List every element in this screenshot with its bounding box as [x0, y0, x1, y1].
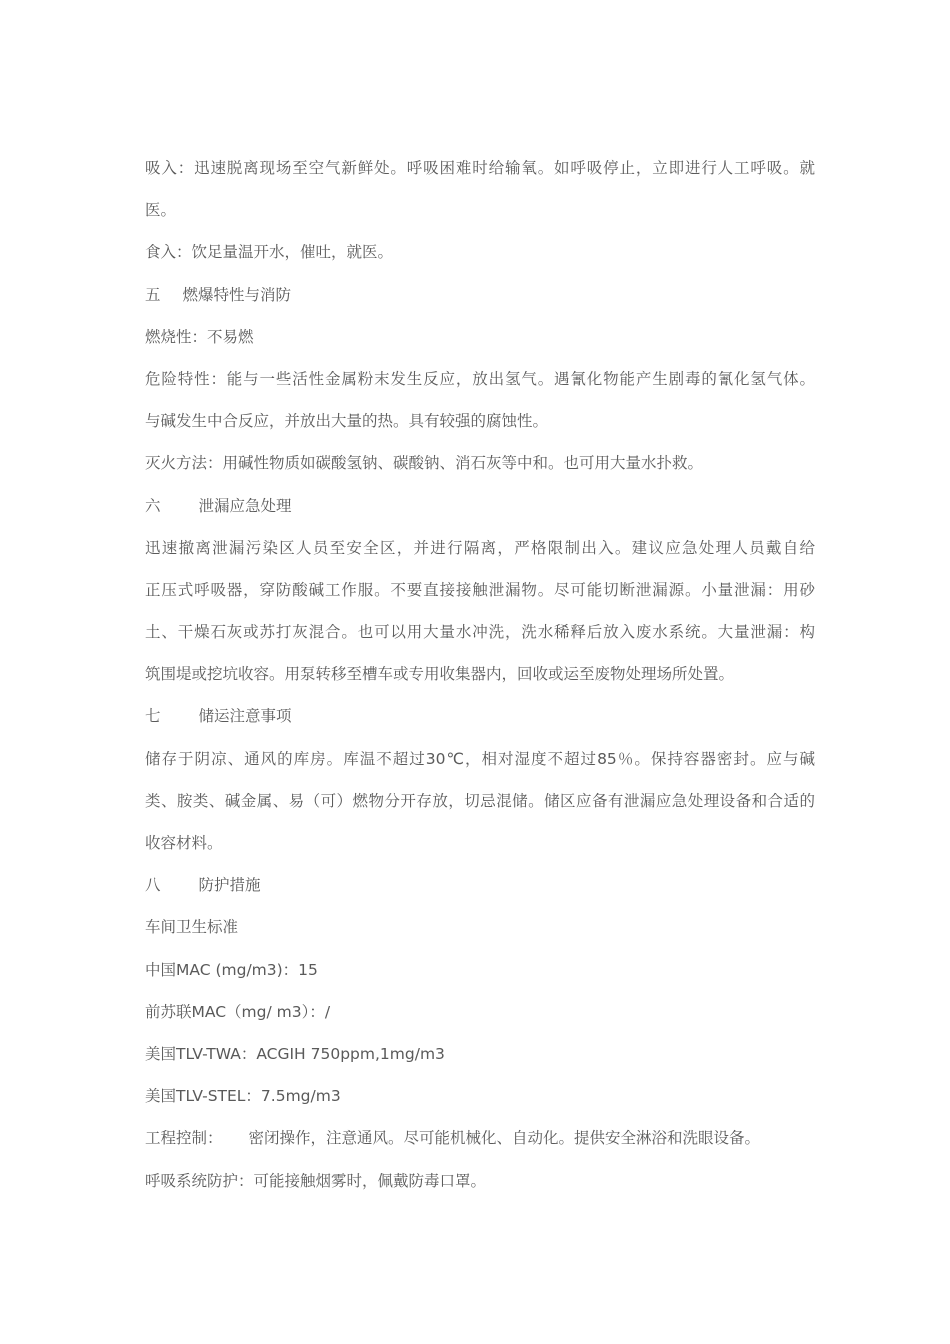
section-number: 七: [145, 707, 161, 726]
document-body: [145, 153, 815, 1208]
section-number: 六: [145, 496, 161, 515]
engineering-control-line: [145, 1123, 815, 1165]
section-heading-5: [145, 280, 815, 322]
text-line: 车间卫生标准: [145, 918, 239, 937]
section-title: 泄漏应急处理: [198, 496, 292, 515]
section-heading-8: [145, 870, 815, 912]
text-line: 储存于阴凉、通风的库房。库温不超过30℃，相对湿度不超过85％。保持容器密封。应与碱: [145, 749, 815, 768]
text-line: 中国MAC (mg/m3)：15: [145, 960, 318, 979]
text-line: 医。: [145, 201, 177, 220]
text-line: 正压式呼吸器，穿防酸碱工作服。不要直接接触泄漏物。尽可能切断泄漏源。小量泄漏：用砂: [145, 580, 815, 599]
text-line: 美国TLV-STEL：7.5mg/m3: [145, 1087, 341, 1106]
text-line: 类、胺类、碱金属、易（可）燃物分开存放，切忌混储。储区应备有泄漏应急处理设备和合适的: [145, 791, 815, 810]
text-line: 呼吸系统防护：可能接触烟雾时，佩戴防毒口罩。: [145, 1171, 487, 1190]
section-heading-6: [145, 491, 815, 533]
section-title: 储运注意事项: [198, 707, 292, 726]
engineering-control-label: 工程控制：: [145, 1129, 223, 1148]
text-line: 与碱发生中合反应，并放出大量的热。具有较强的腐蚀性。: [145, 412, 549, 431]
text-line: 前苏联MAC（mg/ m3）：/: [145, 1002, 331, 1021]
section-title: 燃爆特性与消防: [182, 285, 292, 304]
section-title: 防护措施: [198, 876, 261, 895]
text-line: 土、干燥石灰或苏打灰混合。也可以用大量水冲洗，洗水稀释后放入废水系统。大量泄漏：构: [145, 623, 815, 642]
engineering-control-text: 密闭操作，注意通风。尽可能机械化、自动化。提供安全淋浴和洗眼设备。: [248, 1129, 761, 1148]
text-line: 灭火方法：用碱性物质如碳酸氢钠、碳酸钠、消石灰等中和。也可用大量水扑救。: [145, 454, 704, 473]
section-heading-7: [145, 701, 815, 743]
text-line: 迅速撤离泄漏污染区人员至安全区，并进行隔离，严格限制出入。建议应急处理人员戴自给: [145, 538, 815, 557]
text-line: 筑围堤或挖坑收容。用泵转移至槽车或专用收集器内，回收或运至废物处理场所处置。: [145, 665, 735, 684]
text-line: 美国TLV-TWA：ACGIH 750ppm,1mg/m3: [145, 1044, 445, 1063]
text-line: 收容材料。: [145, 834, 223, 852]
section-number: 五: [145, 285, 161, 304]
section-number: 八: [145, 876, 161, 895]
text-line: 食入：饮足量温开水，催吐，就医。: [145, 243, 394, 262]
text-line: 吸入：迅速脱离现场至空气新鲜处。呼吸困难时给输氧。如呼吸停止，立即进行人工呼吸。就: [145, 159, 815, 177]
text-line: 燃烧性：不易燃: [145, 327, 254, 346]
text-line: 危险特性：能与一些活性金属粉末发生反应，放出氢气。遇氰化物能产生剧毒的氰化氢气体。: [145, 369, 815, 388]
